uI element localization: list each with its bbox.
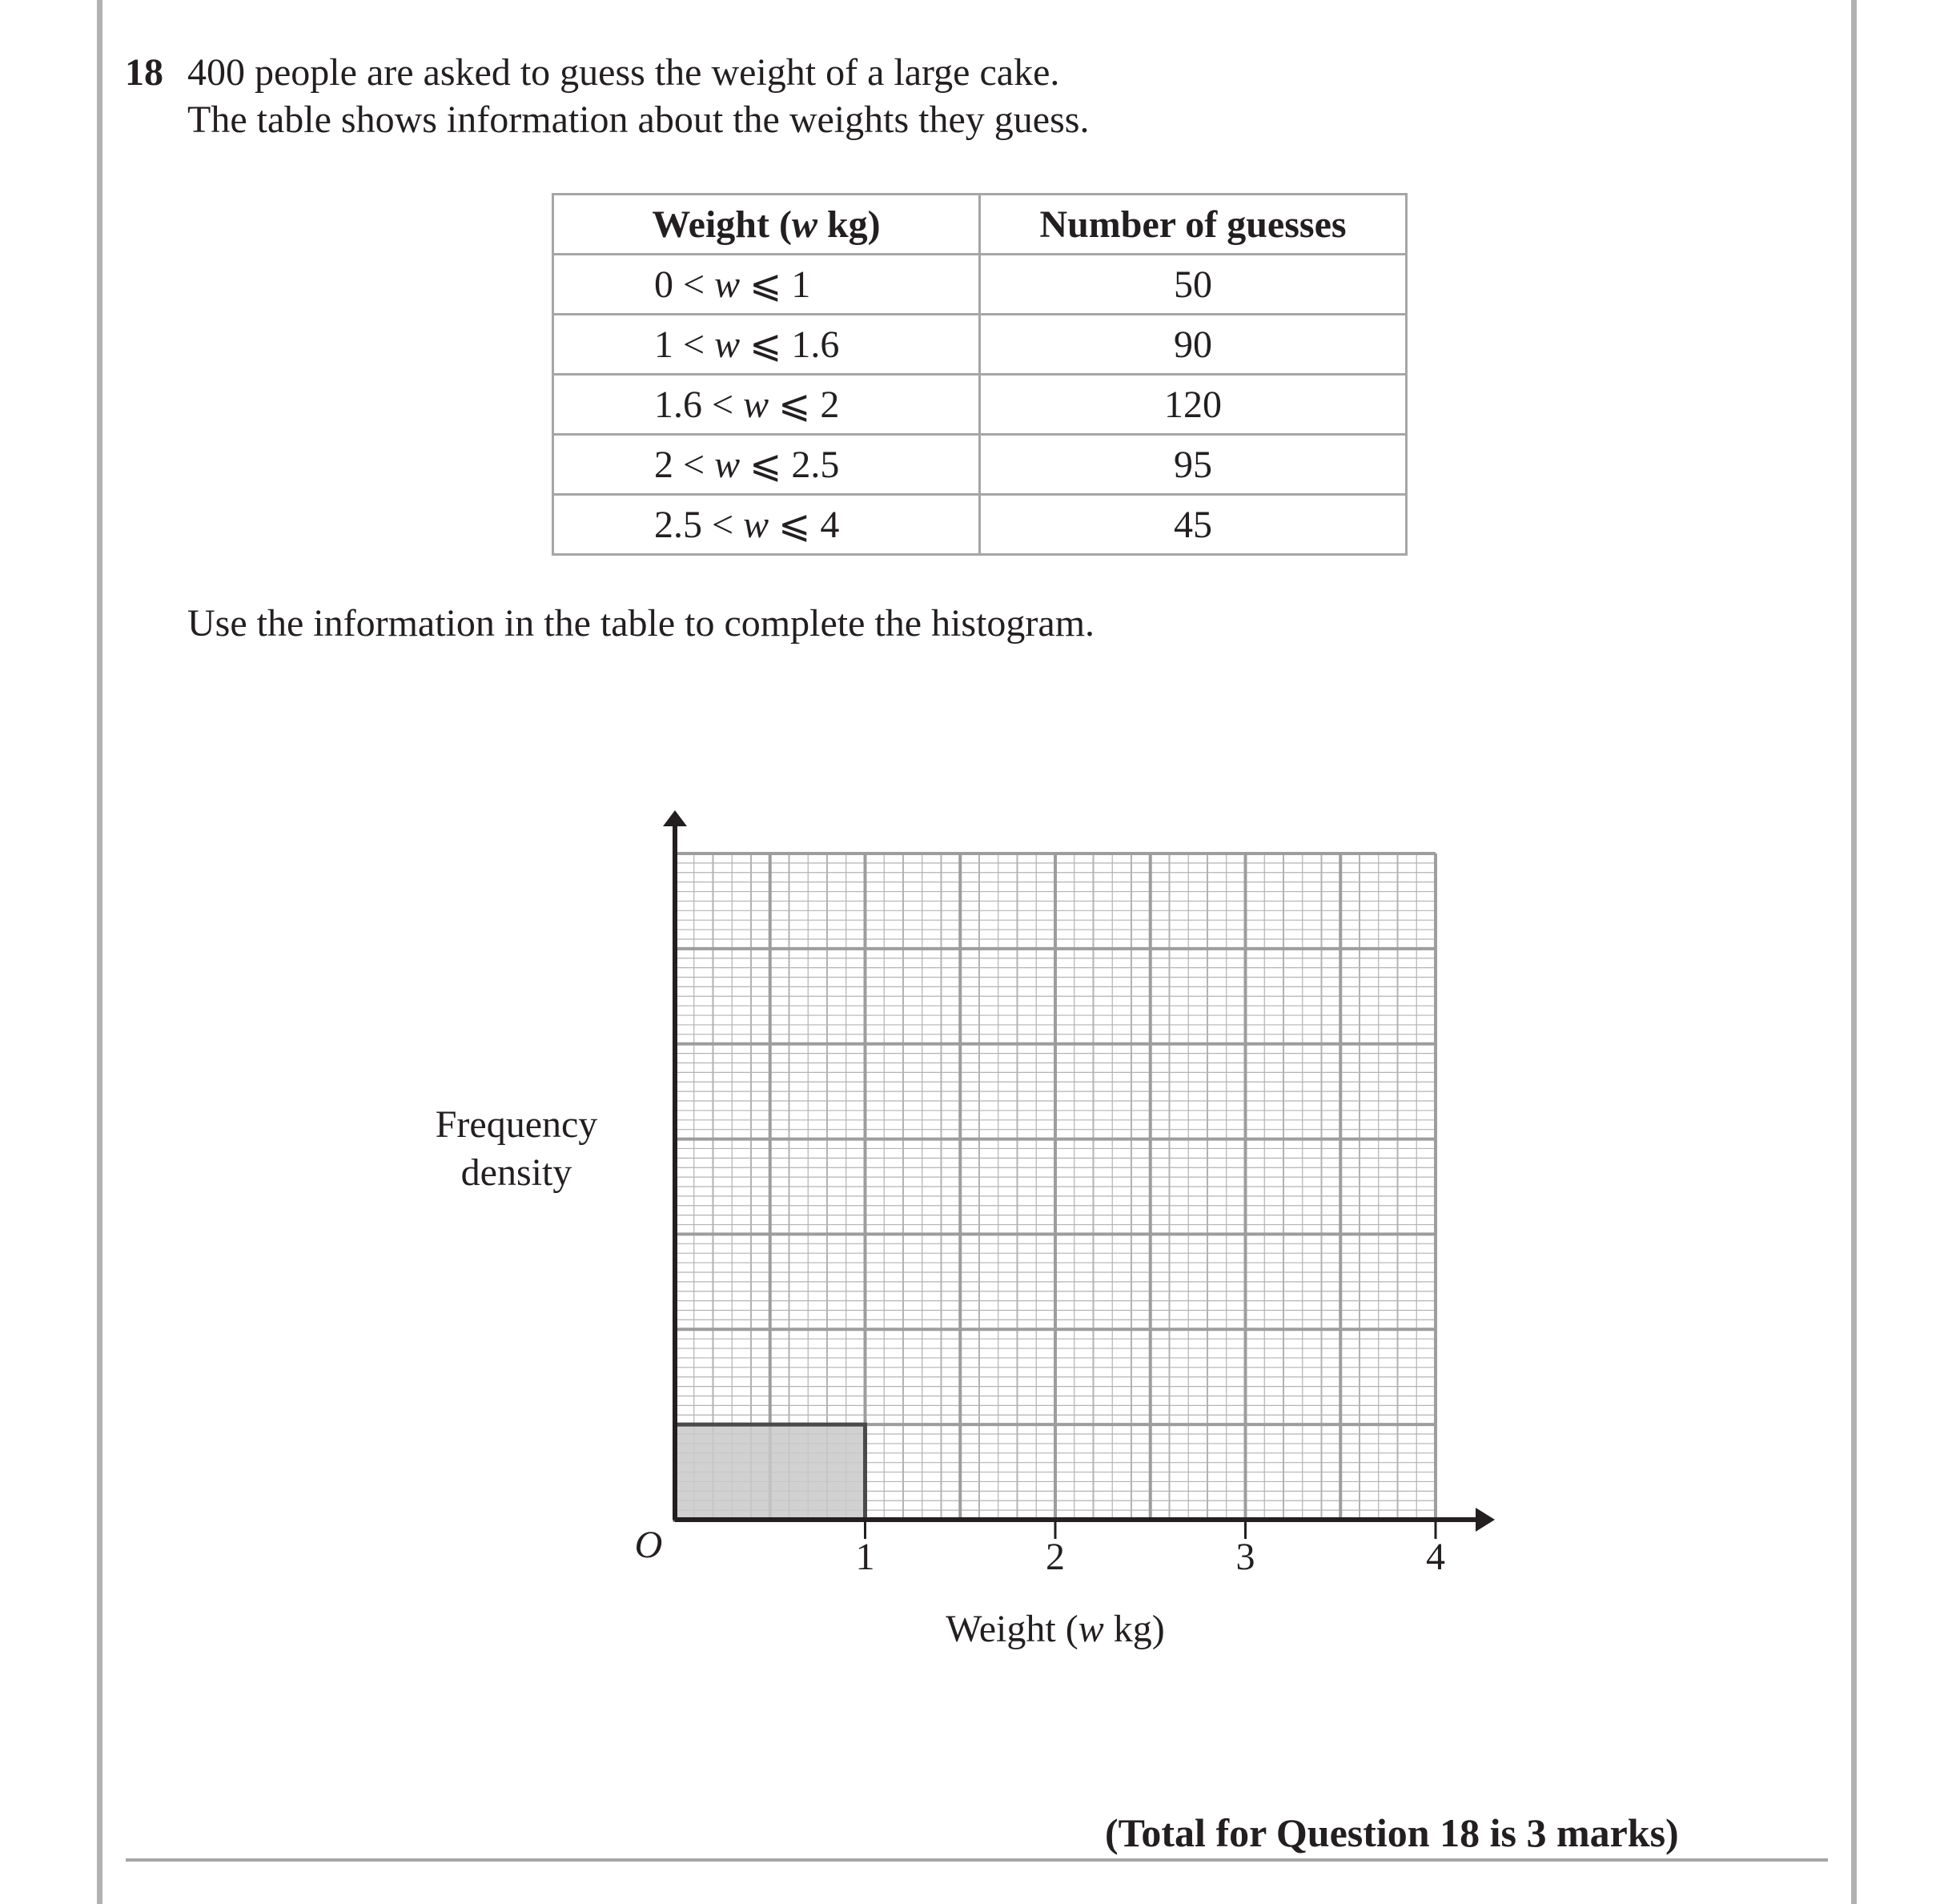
guesses-cell: 120	[980, 375, 1407, 435]
bottom-rule	[126, 1858, 1828, 1862]
question-text-line-1: 400 people are asked to guess the weight of a large cake.	[187, 51, 1060, 94]
guesses-cell: 95	[980, 435, 1407, 495]
x-axis-arrow	[1476, 1508, 1495, 1532]
weight-range: 2.5 < w ⩽ 4	[654, 504, 840, 546]
guesses-cell: 50	[980, 255, 1407, 315]
y-axis-arrow	[663, 810, 687, 826]
x-axis-title: Weight (w kg)	[946, 1608, 1165, 1650]
weight-range: 0 < w ⩽ 1	[654, 263, 811, 306]
weight-range: 2 < w ⩽ 2.5	[654, 444, 840, 486]
x-tick-label: 2	[1046, 1536, 1065, 1578]
instruction-text: Use the information in the table to complete the histogram.	[187, 602, 1095, 645]
header-weight-label: Weight (w kg)	[652, 203, 881, 246]
guesses-cell: 90	[980, 315, 1407, 375]
total-marks: (Total for Question 18 is 3 marks)	[1105, 1810, 1679, 1855]
y-axis-title-line-2: density	[460, 1151, 572, 1194]
origin-label: O	[634, 1524, 663, 1566]
x-tick-label: 1	[855, 1536, 875, 1578]
weight-range: 1 < w ⩽ 1.6	[654, 323, 840, 366]
weight-range: 1.6 < w ⩽ 2	[654, 384, 840, 426]
question-text-line-2: The table shows information about the weights they guess.	[187, 98, 1090, 141]
question-number: 18	[125, 51, 163, 94]
guesses-cell: 45	[980, 495, 1407, 555]
y-axis-title-line-1: Frequency	[435, 1103, 598, 1146]
histogram-bars	[675, 1424, 866, 1520]
header-guesses-label: Number of guesses	[1039, 203, 1347, 246]
x-tick-label: 3	[1235, 1536, 1255, 1578]
x-tick-label: 4	[1426, 1536, 1445, 1578]
histogram-bar	[675, 1424, 866, 1520]
